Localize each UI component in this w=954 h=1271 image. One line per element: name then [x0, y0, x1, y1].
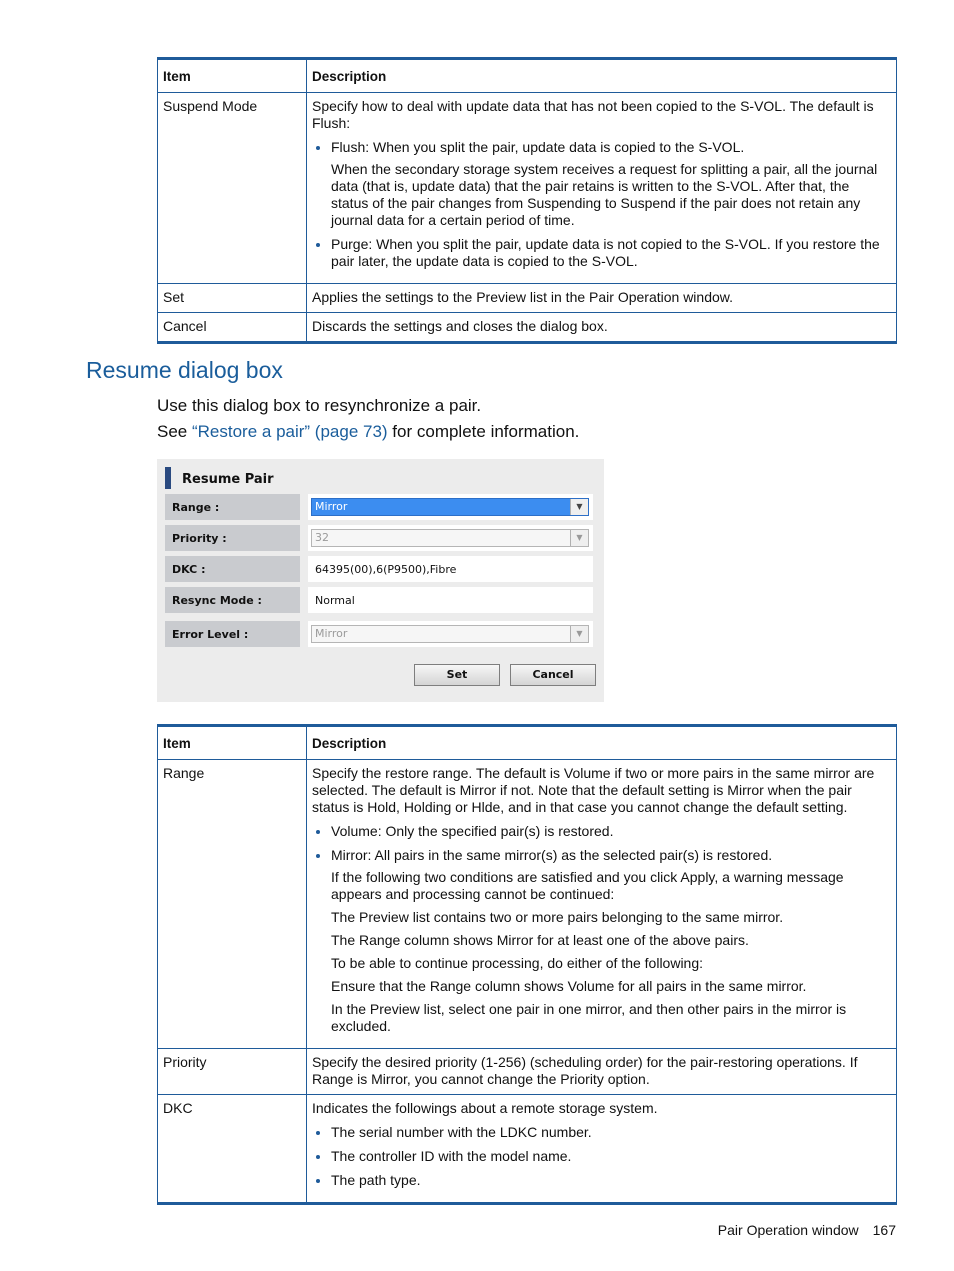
- list-item: [331, 1124, 890, 1141]
- resync-mode-row: [165, 587, 593, 613]
- list-item-detail: In the Preview list, select one pair in one mirror, and then other pairs in the mirror is excluded.: [331, 1001, 847, 1034]
- error-level-row: [165, 621, 593, 647]
- bullet-list: [312, 139, 890, 270]
- error-level-value-cell: [308, 621, 593, 647]
- bullet-list: [312, 823, 890, 1035]
- dkc-value: 64395(00),6(P9500),Fibre: [315, 563, 457, 576]
- section-intro: [157, 393, 579, 445]
- description-text: Specify the restore range. The default is Volume if two or more pairs in the same mirror are selected. The default is Mirror if not. Note that the default setting is Mirror when the pair status is Hold, Holding or Hlde, and in that case you cannot change the default setting.: [312, 765, 875, 815]
- table-row: [158, 313, 897, 343]
- description-cell: Discards the settings and closes the dialog box.: [307, 313, 897, 343]
- list-item-detail: Ensure that the Range column shows Volume for all pairs in the same mirror.: [331, 978, 807, 994]
- list-item: [331, 847, 890, 1035]
- resync-mode-value-cell: [308, 587, 593, 613]
- list-item-text: The serial number with the LDKC number.: [331, 1124, 592, 1140]
- table-row: [158, 284, 897, 313]
- list-item-text: Mirror: All pairs in the same mirror(s) as the selected pair(s) is restored.: [331, 847, 773, 863]
- bullet-list: [312, 1124, 890, 1189]
- list-item-text: The controller ID with the model name.: [331, 1148, 572, 1164]
- table-row: [158, 760, 897, 1049]
- dialog-title: Resume Pair: [165, 467, 274, 489]
- priority-value-cell: [308, 525, 593, 551]
- description-cell: Applies the settings to the Preview list in the Pair Operation window.: [307, 284, 897, 313]
- intro-line-reference: [157, 419, 579, 445]
- list-item-detail: When the secondary storage system receives a request for splitting a pair, all the journal data (that is, update data) that the pair retains is written to the S-VOL. After that, the status of the pair changes from Suspending to Suspend if the pair does not retain any journal data for a certain period of time.: [331, 161, 878, 228]
- footer-section-name: Pair Operation window: [717, 1222, 859, 1238]
- table-row: [158, 1095, 897, 1204]
- description-cell: [307, 1095, 897, 1204]
- intro-suffix: for complete information.: [387, 422, 580, 441]
- dkc-value-cell: [308, 556, 593, 582]
- list-item: [331, 823, 890, 840]
- table-row: [158, 93, 897, 284]
- list-item-detail: The Range column shows Mirror for at least one of the above pairs.: [331, 932, 749, 948]
- chevron-down-icon[interactable]: ▼: [570, 499, 588, 515]
- column-header-description: Description: [307, 726, 897, 760]
- chevron-down-icon: ▼: [570, 626, 588, 642]
- list-item: [331, 236, 890, 270]
- resume-pair-dialog: [157, 459, 604, 702]
- table-row: [158, 1049, 897, 1095]
- list-item-detail: If the following two conditions are satisfied and you click Apply, a warning message appears and processing cannot be continued:: [331, 869, 844, 902]
- item-cell: Range: [158, 760, 307, 1049]
- list-item-text: The path type.: [331, 1172, 421, 1188]
- item-cell: Set: [158, 284, 307, 313]
- column-header-description: Description: [307, 59, 897, 93]
- column-header-item: Item: [158, 59, 307, 93]
- cancel-button[interactable]: Cancel: [510, 664, 596, 686]
- list-item-text: Volume: Only the specified pair(s) is restored.: [331, 823, 614, 839]
- list-item: [331, 1148, 890, 1165]
- page-number: 167: [872, 1222, 896, 1238]
- list-item: [331, 1172, 890, 1189]
- description-cell: [307, 760, 897, 1049]
- page-footer: [718, 1222, 896, 1238]
- range-value-cell: [308, 494, 593, 520]
- priority-row: [165, 525, 593, 551]
- list-item-detail: The Preview list contains two or more pairs belonging to the same mirror.: [331, 909, 784, 925]
- column-header-item: Item: [158, 726, 307, 760]
- priority-label: Priority :: [165, 525, 300, 551]
- list-item-text: Purge: When you split the pair, update data is not copied to the S-VOL. If you restore the pair later, the update data is copied to the S-VOL.: [331, 236, 880, 269]
- description-cell: [307, 93, 897, 284]
- intro-prefix: See: [157, 422, 192, 441]
- description-text: Indicates the followings about a remote storage system.: [312, 1100, 658, 1116]
- item-cell: DKC: [158, 1095, 307, 1204]
- range-select[interactable]: [311, 498, 589, 516]
- list-item-detail: To be able to continue processing, do either of the following:: [331, 955, 704, 971]
- range-row: [165, 494, 593, 520]
- item-cell: Suspend Mode: [158, 93, 307, 284]
- description-cell: Specify the desired priority (1-256) (scheduling order) for the pair-restoring operations. If Range is Mirror, you cannot change the Priority option.: [307, 1049, 897, 1095]
- resync-mode-value: Normal: [315, 594, 355, 607]
- section-heading: Resume dialog box: [86, 357, 283, 383]
- dkc-label: DKC :: [165, 556, 300, 582]
- range-label: Range :: [165, 494, 300, 520]
- resync-mode-label: Resync Mode :: [165, 587, 300, 613]
- item-cell: Cancel: [158, 313, 307, 343]
- item-cell: Priority: [158, 1049, 307, 1095]
- resume-options-table: [157, 724, 897, 1205]
- list-item-text: Flush: When you split the pair, update data is copied to the S-VOL.: [331, 139, 745, 155]
- priority-select: [311, 529, 589, 547]
- table-header-row: [158, 726, 897, 760]
- list-item: [331, 139, 890, 229]
- description-text: Specify how to deal with update data that has not been copied to the S-VOL. The default is Flush:: [312, 98, 874, 131]
- error-level-select-value: Mirror: [315, 627, 348, 640]
- intro-line: Use this dialog box to resynchronize a pair.: [157, 396, 482, 415]
- suspend-options-table: [157, 57, 897, 344]
- table-header-row: [158, 59, 897, 93]
- priority-select-value: 32: [315, 531, 329, 544]
- set-button[interactable]: Set: [414, 664, 500, 686]
- restore-pair-link[interactable]: “Restore a pair” (page 73): [191, 422, 388, 441]
- dkc-row: [165, 556, 593, 582]
- error-level-label: Error Level :: [165, 621, 300, 647]
- chevron-down-icon: ▼: [570, 530, 588, 546]
- error-level-select: [311, 625, 589, 643]
- range-select-value: Mirror: [315, 500, 348, 513]
